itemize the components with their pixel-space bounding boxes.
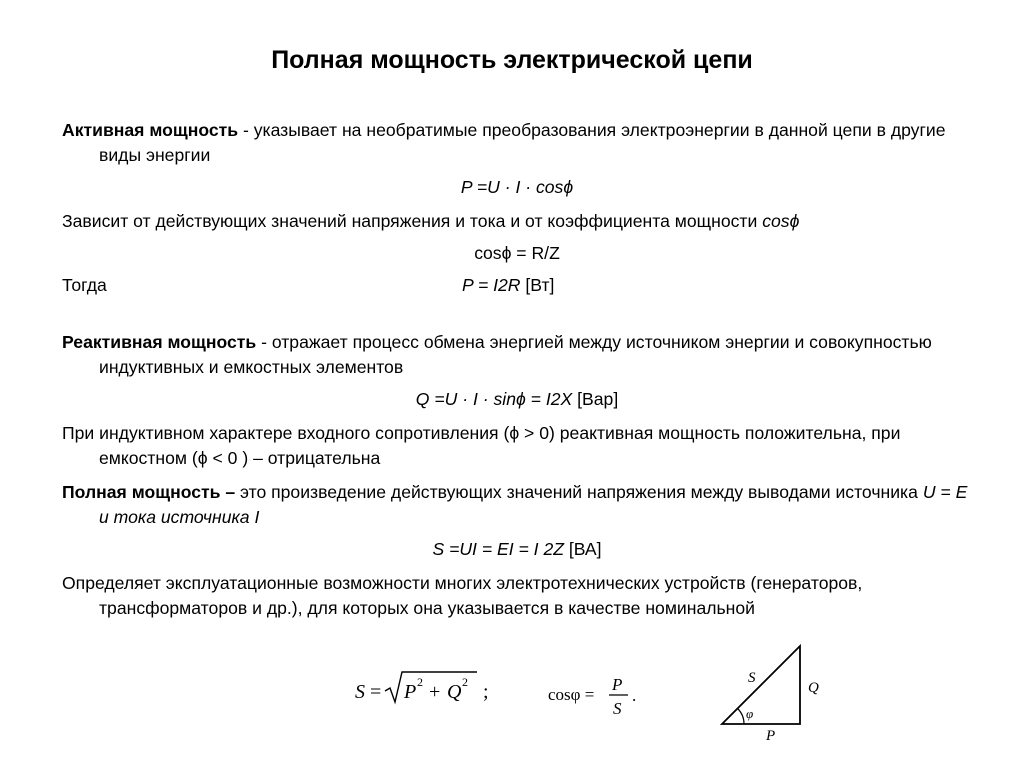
sqrt-eq: = <box>370 681 382 703</box>
sqrt-plus: + <box>429 681 441 703</box>
sqrt-q-exp: 2 <box>462 675 468 689</box>
full-power-formula: S =UI = EI = I 2Z <box>432 539 564 559</box>
then-formula-wrap <box>462 273 554 298</box>
triangle-hyp-label: S <box>748 670 756 686</box>
dependency-term: cosϕ <box>762 211 800 231</box>
reactive-power-term: Реактивная мощность <box>62 332 257 352</box>
sqrt-tail: ; <box>483 681 489 703</box>
triangle-angle-label: φ <box>746 706 754 721</box>
full-power-definition <box>62 480 972 530</box>
cos-fraction-num: P <box>612 675 623 694</box>
active-power-definition <box>62 118 972 168</box>
reactive-power-formula-line <box>62 387 972 412</box>
reactive-sign-text: При индуктивном характере входного сопротивления (ϕ > 0) реактивная мощность положительна, при емкостном (ϕ < 0 ) – отрицательна <box>62 423 901 468</box>
then-formula: P = I2R <box>462 275 521 295</box>
power-triangle-diagram <box>718 642 828 744</box>
full-power-unit: [ВА] <box>563 539 602 559</box>
sqrt-formula-image <box>355 664 505 710</box>
sqrt-lhs: S <box>355 681 365 703</box>
active-power-formula: P =U · I · cosϕ <box>460 177 574 197</box>
triangle-adj-label: P <box>766 728 776 744</box>
cos-formula: cosϕ = R/Z <box>474 243 560 263</box>
full-power-formula-line <box>62 537 972 562</box>
dependency-text: Зависит от действующих значений напряжения и тока и от коэффициента мощности <box>62 211 763 231</box>
cos-fraction-lhs: cosφ = <box>548 685 595 704</box>
then-line <box>62 273 972 298</box>
cos-fraction-tail: . <box>632 686 637 705</box>
reactive-power-definition <box>62 330 972 380</box>
sqrt-q: Q <box>447 681 462 703</box>
then-unit: [Вт] <box>520 275 555 295</box>
full-power-desc: это произведение действующих значений напряжения между выводами источника <box>235 482 923 502</box>
full-power-usage: Определяет эксплуатационные возможности многих электротехнических устройств (генераторов, трансформаторов и др.), для которых она указывается в качестве номинальной <box>62 573 863 618</box>
slide-content <box>62 118 972 621</box>
active-power-dependency <box>62 209 972 234</box>
active-power-term: Активная мощность <box>62 120 239 140</box>
full-power-term: Полная мощность – <box>62 482 236 502</box>
triangle-opp-label: Q <box>808 680 819 696</box>
sqrt-p-exp: 2 <box>417 675 423 689</box>
active-power-desc: - указывает на необратимые преобразования электроэнергии в данной цепи в другие виды энергии <box>99 120 946 165</box>
then-label: Тогда <box>62 275 107 295</box>
cos-fraction-image <box>548 670 644 720</box>
full-power-desc-italic: U = E и тока источника I <box>99 482 968 527</box>
cos-fraction-den: S <box>613 699 622 718</box>
slide-title: Полная мощность электрической цепи <box>271 46 753 74</box>
sqrt-p: P <box>404 681 417 703</box>
reactive-power-formula: Q =U · I · sinϕ = I2X <box>415 389 573 409</box>
reactive-power-desc: - отражает процесс обмена энергией между источником энергии и совокупностью индуктивных и емкостных элементов <box>99 332 932 377</box>
reactive-power-unit: [Вар] <box>572 389 619 409</box>
triangle-shape <box>722 646 800 724</box>
angle-arc <box>738 708 744 724</box>
